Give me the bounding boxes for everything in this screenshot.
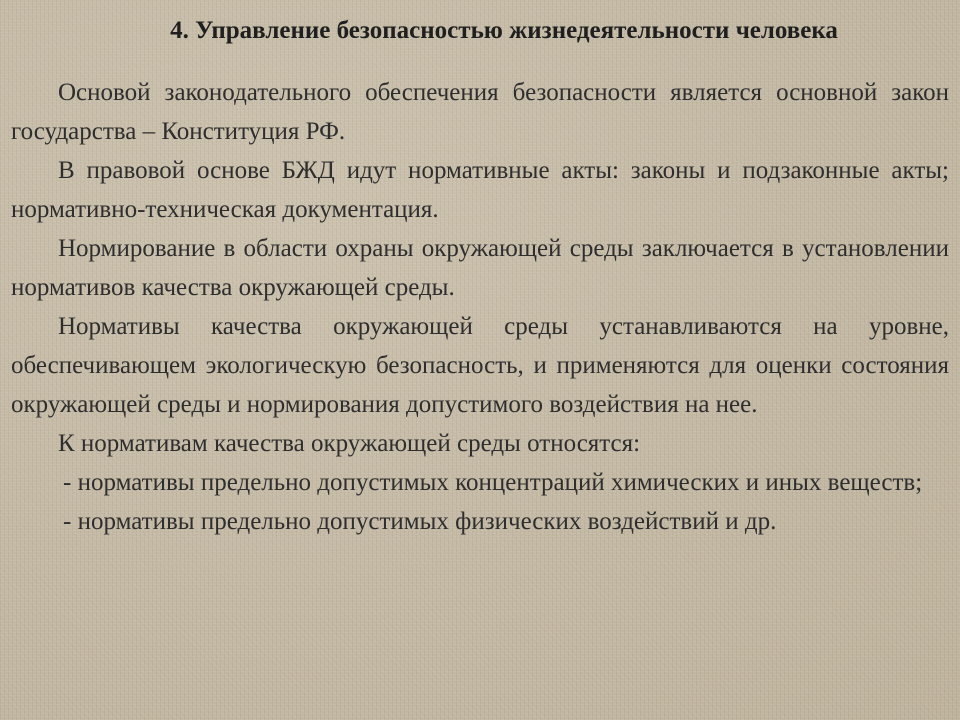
paragraph-constitution: Основой законодательного обеспечения безопасности является основной закон государства – Конституция РФ. <box>11 79 949 145</box>
paragraph-quality-standards: Нормативы качества окружающей среды устанавливаются на уровне, обеспечивающем экологическую безопасность, и применяются для оценки состояния окружающей среды и нормирования допустимого воздействия на нее. <box>11 313 949 418</box>
paragraph-legal-basis: В правовой основе БЖД идут нормативные акты: законы и подзаконные акты; нормативно-техническая документация. <box>11 157 949 223</box>
list-item-chemical-concentrations: - нормативы предельно допустимых концентраций химических и иных веществ; <box>63 469 923 496</box>
paragraph-standards-intro: К нормативам качества окружающей среды относятся: <box>58 430 641 457</box>
paragraph-environmental-regulation: Нормирование в области охраны окружающей среды заключается в установлении нормативов качества окружающей среды. <box>11 235 949 301</box>
slide-body <box>11 73 949 541</box>
list-item-physical-impacts: - нормативы предельно допустимых физических воздействий и др. <box>63 508 777 535</box>
slide-title: 4. Управление безопасностью жизнедеятельности человека <box>170 17 838 44</box>
